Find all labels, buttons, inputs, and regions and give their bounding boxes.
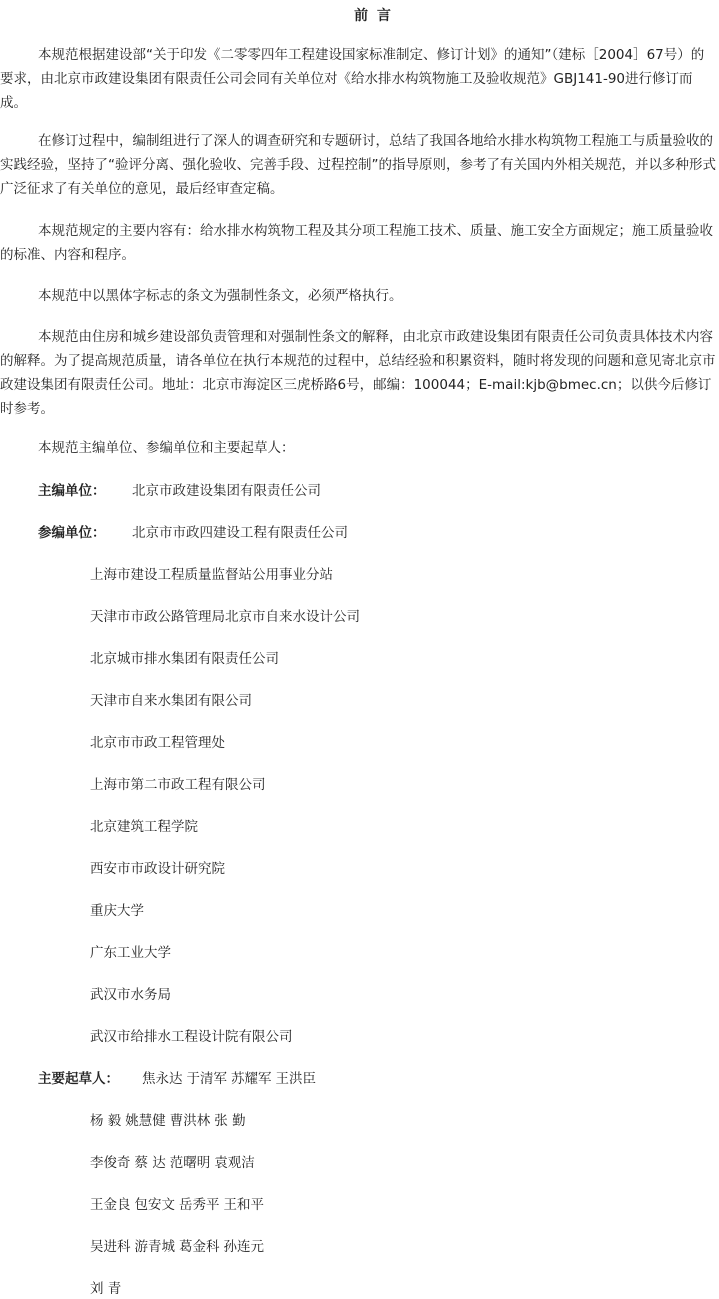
chief-unit-row (38, 481, 321, 501)
participating-unit: 重庆大学 (90, 903, 144, 919)
paragraph-mandatory-clauses: 本规范中以黑体字标志的条文为强制性条文，必须严格执行。 (38, 288, 403, 304)
participating-unit: 武汉市给排水工程设计院有限公司 (90, 1029, 293, 1045)
participating-unit: 广东工业大学 (90, 945, 171, 961)
drafter-name: 杨 毅 (90, 1113, 122, 1129)
paragraph-units-intro: 本规范主编单位、参编单位和主要起草人： (38, 440, 295, 456)
drafter-name: 袁观洁 (214, 1155, 255, 1171)
drafter-name: 刘 青 (90, 1281, 122, 1297)
drafter-name: 包安文 (134, 1197, 175, 1213)
drafter-name: 王金良 (90, 1197, 131, 1213)
drafter-name: 蔡 达 (134, 1155, 166, 1171)
participating-unit: 北京城市排水集团有限责任公司 (90, 651, 279, 667)
participating-unit: 西安市市政设计研究院 (90, 861, 225, 877)
paragraph-revision-process: 在修订过程中，编制组进行了深人的调查研究和专题研讨，总结了我国各地给水排水构筑物工程施工与质量验收的实践经验，坚持了“验评分离、强化验收、完善手段、过程控制”的指导原则，参考了有关国内外相关规范，并以多种形式广泛征求了有关单位的意见，最后经审查定稿。 (0, 133, 716, 197)
participating-unit-label: 参编单位： (38, 525, 106, 541)
drafter-names (142, 1071, 320, 1087)
drafter-names-row (90, 1195, 268, 1215)
chief-unit-label: 主编单位： (38, 483, 106, 499)
participating-unit: 武汉市水务局 (90, 987, 171, 1003)
drafter-names-row (90, 1153, 259, 1173)
drafter-names-row (90, 1111, 250, 1131)
drafter-name: 张 勤 (214, 1113, 246, 1129)
participating-unit: 上海市第二市政工程有限公司 (90, 777, 266, 793)
participating-unit-name: 北京市市政四建设工程有限责任公司 (132, 525, 348, 541)
paragraph-main-content: 本规范规定的主要内容有：给水排水构筑物工程及其分项工程施工技术、质量、施工安全方面规定；施工质量验收的标准、内容和程序。 (0, 223, 713, 263)
drafters-row (38, 1069, 320, 1089)
drafter-name: 岳秀平 (179, 1197, 220, 1213)
drafter-name: 苏耀军 (231, 1071, 272, 1087)
drafter-names-row (90, 1279, 125, 1299)
participating-unit: 上海市建设工程质量监督站公用事业分站 (90, 567, 333, 583)
paragraph-basis: 本规范根据建设部“关于印发《二零零四年工程建设国家标准制定、修订计划》的通知”（建标［2004］67号）的要求，由北京市政建设集团有限责任公司会同有关单位对《给水排水构筑物施工及验收规范》GBJ141-90进行修订而成。 (0, 47, 705, 111)
drafter-name: 李俊奇 (90, 1155, 131, 1171)
participating-unit-row (38, 523, 348, 543)
chief-unit-name: 北京市政建设集团有限责任公司 (132, 483, 321, 499)
drafter-name: 吴进科 (90, 1239, 131, 1255)
drafter-name: 姚慧健 (125, 1113, 166, 1129)
participating-unit: 天津市市政公路管理局北京市自来水设计公司 (90, 609, 360, 625)
drafter-name: 葛金科 (179, 1239, 220, 1255)
participating-unit: 天津市自来水集团有限公司 (90, 693, 252, 709)
drafter-name: 王洪臣 (275, 1071, 316, 1087)
drafter-name: 范曙明 (169, 1155, 211, 1171)
drafter-names-row (90, 1237, 268, 1257)
drafter-name: 王和平 (223, 1197, 264, 1213)
drafter-name: 焦永达 (142, 1071, 183, 1087)
page-title: 前 言 (354, 8, 393, 24)
drafters-label: 主要起草人： (38, 1071, 119, 1087)
drafter-name: 于清军 (186, 1071, 227, 1087)
paragraph-management: 本规范由住房和城乡建设部负责管理和对强制性条文的解释，由北京市政建设集团有限责任公司负责具体技术内容的解释。为了提高规范质量，请各单位在执行本规范的过程中，总结经验和积累资料，随时将发现的问题和意见寄北京市政建设集团有限责任公司。地址：北京市海淀区三虎桥路6号，邮编：100044；E-mail:kjb@bmec.cn；以供今后修订时参考。 (0, 329, 716, 417)
participating-unit: 北京市市政工程管理处 (90, 735, 225, 751)
drafter-name: 游青城 (134, 1239, 175, 1255)
drafter-name: 孙连元 (223, 1239, 264, 1255)
drafter-name: 曹洪林 (169, 1113, 211, 1129)
participating-unit: 北京建筑工程学院 (90, 819, 198, 835)
